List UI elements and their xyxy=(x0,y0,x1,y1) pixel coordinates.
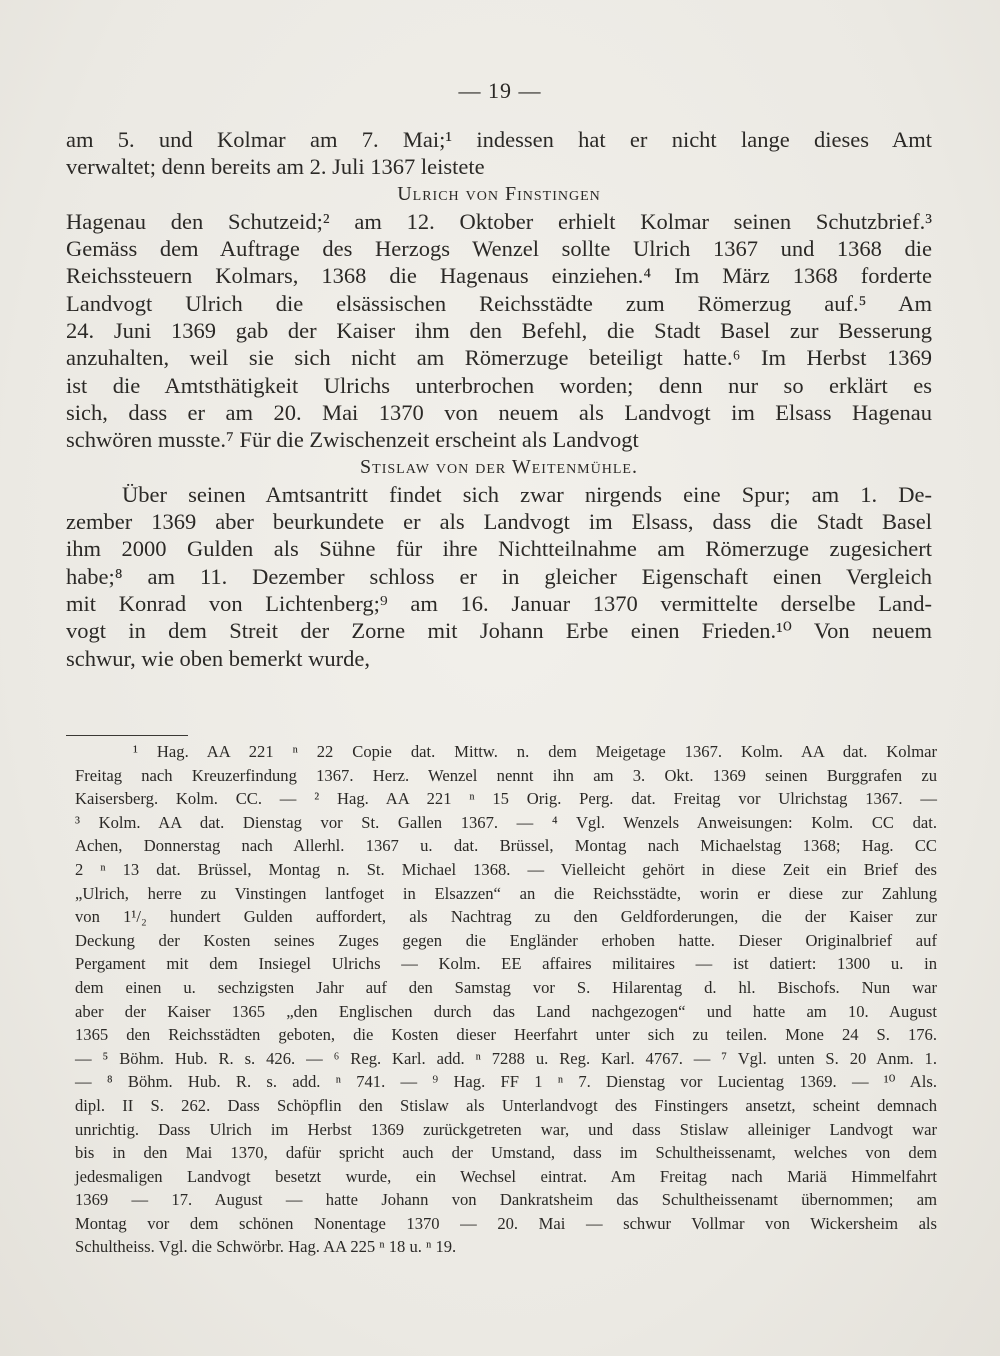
footnote-line: Deckung der Kosten seines Zuges gegen die Engländer erhoben hatte. Dieser Originalbrief auf xyxy=(75,930,937,950)
footnote-line: Achen, Donnerstag nach Allerhl. 1367 u. dat. Brüssel, Montag nach Michaelstag 1368; Hag. CC xyxy=(75,836,937,856)
body-line: Über seinen Amtsantritt findet sich zwar nirgends eine Spur; am 1. De- xyxy=(122,481,932,507)
body-line: ihm 2000 Gulden als Sühne für ihre Nichtteilnahme am Römerzuge zugesichert xyxy=(66,536,932,562)
footnote-line: ¹ Hag. AA 221 ⁿ 22 Copie dat. Mittw. n. dem Meigetage 1367. Kolm. AA dat. Kolmar xyxy=(133,742,937,761)
body-line: schwören musste.⁷ Für die Zwischenzeit erscheint als Landvogt xyxy=(66,427,639,453)
footnote-line: — ⁸ Böhm. Hub. R. s. add. ⁿ 741. — ⁹ Hag. FF 1 ⁿ 7. Dienstag vor Lucientag 1369. — ¹⁰ Als. xyxy=(75,1072,937,1092)
footnote-line: jedesmaligen Landvogt besetzt wurde, ein Wechsel eintrat. Am Freitag nach Mariä Himmelfahrt xyxy=(75,1166,937,1186)
body-line: anzuhalten, weil sie sich nicht am Römerzuge beteiligt hatte.⁶ Im Herbst 1369 xyxy=(66,345,932,371)
body-line: ist die Amtsthätigkeit Ulrichs unterbrochen worden; denn nur so erklärt es xyxy=(66,372,932,398)
section-heading: Ulrich von Finstingen xyxy=(397,182,601,205)
footnote-line: ³ Kolm. AA dat. Dienstag vor St. Gallen 1367. — ⁴ Vgl. Wenzels Anweisungen: Kolm. CC dat. xyxy=(75,812,937,832)
footnote-line: von 1¹/₂ hundert Gulden auffordert, als Nachtrag zu den Geldforderungen, die der Kaiser zur xyxy=(75,907,937,927)
body-line: vogt in dem Streit der Zorne mit Johann Erbe einen Frieden.¹⁰ Von neuem xyxy=(66,618,932,644)
footnote-separator xyxy=(66,735,188,736)
footnote-line: dem einen u. sechzigsten Jahr auf den Samstag vor S. Hilarentag d. hl. Bischofs. Nun war xyxy=(75,977,937,997)
body-line: am 5. und Kolmar am 7. Mai;¹ indessen hat er nicht lange dieses Amt xyxy=(66,127,932,152)
footnote-line: bis in den Mai 1370, dafür spricht auch der Umstand, dass im Schultheissenamt, welches von dem xyxy=(75,1143,937,1163)
body-line: Hagenau den Schutzeid;² am 12. Oktober erhielt Kolmar seinen Schutzbrief.³ xyxy=(66,208,932,234)
body-line: zember 1369 aber beurkundete er als Landvogt im Elsass, dass die Stadt Basel xyxy=(66,509,932,535)
footnotes xyxy=(75,740,937,1259)
body-line: verwaltet; denn bereits am 2. Juli 1367 leistete xyxy=(66,154,485,180)
body-line: Gemäss dem Auftrage des Herzogs Wenzel sollte Ulrich 1367 und 1368 die xyxy=(66,236,932,262)
body-line: 24. Juni 1369 gab der Kaiser ihm den Befehl, die Stadt Basel zur Besserung xyxy=(66,318,932,344)
page-number: — 19 — xyxy=(458,78,542,103)
footnote-line: „Ulrich, herre zu Vinstingen lantfoget in Elsazzen“ an die Reichsstädte, worin er diese zur Zahlung xyxy=(75,883,937,903)
body-line: Reichssteuern Kolmars, 1368 die Hagenaus einziehen.⁴ Im März 1368 forderte xyxy=(66,263,932,289)
footnote-line: Schultheiss. Vgl. die Schwörbr. Hag. AA 225 ⁿ 18 u. ⁿ 19. xyxy=(75,1237,457,1257)
footnote-line: 1369 — 17. August — hatte Johann von Dankratsheim das Schultheissenamt übernommen; am xyxy=(75,1190,937,1210)
footnote-line: — ⁵ Böhm. Hub. R. s. 426. — ⁶ Reg. Karl. add. ⁿ 7288 u. Reg. Karl. 4767. — ⁷ Vgl. unten S. 20 Anm. 1. xyxy=(75,1048,937,1068)
footnote-line: Freitag nach Kreuzerfindung 1367. Herz. Wenzel nennt ihn am 3. Okt. 1369 seinen Burggrafen zu xyxy=(75,765,937,785)
footnote-line: Kaisersberg. Kolm. CC. — ² Hag. AA 221 ⁿ 15 Orig. Perg. dat. Freitag vor Ulrichstag 1367. — xyxy=(75,789,937,809)
footnote-line: aber der Kaiser 1365 „den Englischen durch das Land nachgezogen“ und hatte am 10. August xyxy=(75,1001,937,1021)
body-text xyxy=(66,126,932,672)
body-line: schwur, wie oben bemerkt wurde, xyxy=(66,645,371,671)
footnote-line: Montag vor dem schönen Nonentage 1370 — 20. Mai — schwur Vollmar von Wickersheim als xyxy=(75,1213,937,1233)
footnote-line: 1365 den Reichsstädten geboten, die Kosten dieser Heerfahrt unter sich zu teilen. Mone 24 S. 176. xyxy=(75,1025,937,1045)
body-line: Landvogt Ulrich die elsässischen Reichsstädte zum Römerzug auf.⁵ Am xyxy=(66,290,932,316)
body-line: mit Konrad von Lichtenberg;⁹ am 16. Januar 1370 vermittelte derselbe Land- xyxy=(66,591,932,617)
footnote-line: unrichtig. Dass Ulrich im Herbst 1369 zurückgetreten war, und dass Stislaw alleiniger Landvogt war xyxy=(75,1119,937,1139)
body-line: habe;⁸ am 11. Dezember schloss er in gleicher Eigenschaft einen Vergleich xyxy=(66,563,932,589)
footnote-line: 2 ⁿ 13 dat. Brüssel, Montag n. St. Michael 1368. — Vielleicht gehört in diese Zeit ein Brief des xyxy=(75,859,937,879)
body-line: sich, dass er am 20. Mai 1370 von neuem als Landvogt im Elsass Hagenau xyxy=(66,399,932,425)
footnote-line: dipl. II S. 262. Dass Schöpflin den Stislaw als Unterlandvogt des Finstingers ansetzt, scheint demnach xyxy=(75,1095,937,1115)
footnote-line: Pergament mit dem Insiegel Ulrichs — Kolm. EE affaires militaires — ist datiert: 1300 u. in xyxy=(75,954,937,974)
section-heading: Stislaw von der Weitenmühle. xyxy=(360,455,638,478)
